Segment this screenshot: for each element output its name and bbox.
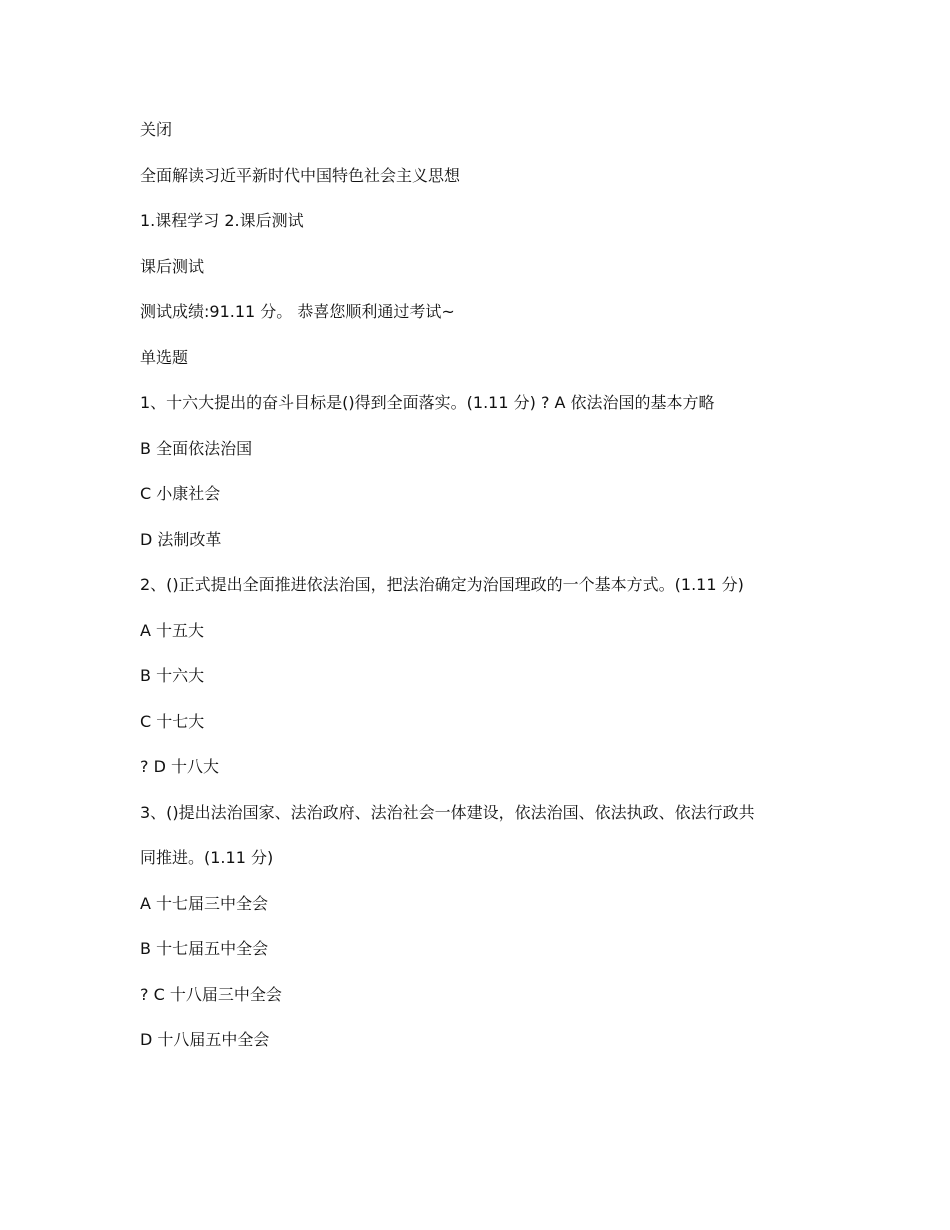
section-title: 课后测试: [140, 256, 205, 276]
question-3-option-a[interactable]: A 十七届三中全会: [140, 893, 269, 913]
question-2-option-a[interactable]: A 十五大: [140, 620, 205, 640]
question-3-option-d[interactable]: D 十八届五中全会: [140, 1030, 270, 1049]
close-link[interactable]: 关闭: [140, 120, 173, 139]
question-type-label: 单选题: [140, 347, 189, 367]
question-2-text: 2、()正式提出全面推进依法治国，把法治确定为治国理政的一个基本方式。(1.11 分): [140, 575, 744, 594]
steps-breadcrumb: 1.课程学习 2.课后测试: [140, 211, 304, 230]
question-3-text: 3、()提出法治国家、法治政府、法治社会一体建设，依法治国、依法执政、依法行政共: [140, 802, 755, 822]
score-text: 测试成绩:91.11 分。 恭喜您顺利通过考试~: [140, 302, 455, 321]
question-2-option-c[interactable]: C 十七大: [140, 711, 205, 731]
course-title: 全面解读习近平新时代中国特色社会主义思想: [140, 165, 461, 185]
question-2-option-b[interactable]: B 十六大: [140, 666, 205, 685]
question-3-text-continued: 同推进。(1.11 分): [140, 848, 274, 867]
question-3-option-c[interactable]: ? C 十八届三中全会: [140, 984, 282, 1004]
document-page: [140, 116, 820, 1072]
question-1-text: 1、十六大提出的奋斗目标是()得到全面落实。(1.11 分) ? A 依法治国的基本方略: [140, 393, 715, 412]
question-1-option-c[interactable]: C 小康社会: [140, 484, 221, 503]
question-3-option-b[interactable]: B 十七届五中全会: [140, 939, 269, 958]
question-1-option-d[interactable]: D 法制改革: [140, 529, 222, 549]
question-2-option-d[interactable]: ? D 十八大: [140, 757, 219, 776]
question-1-option-b[interactable]: B 全面依法治国: [140, 438, 253, 458]
